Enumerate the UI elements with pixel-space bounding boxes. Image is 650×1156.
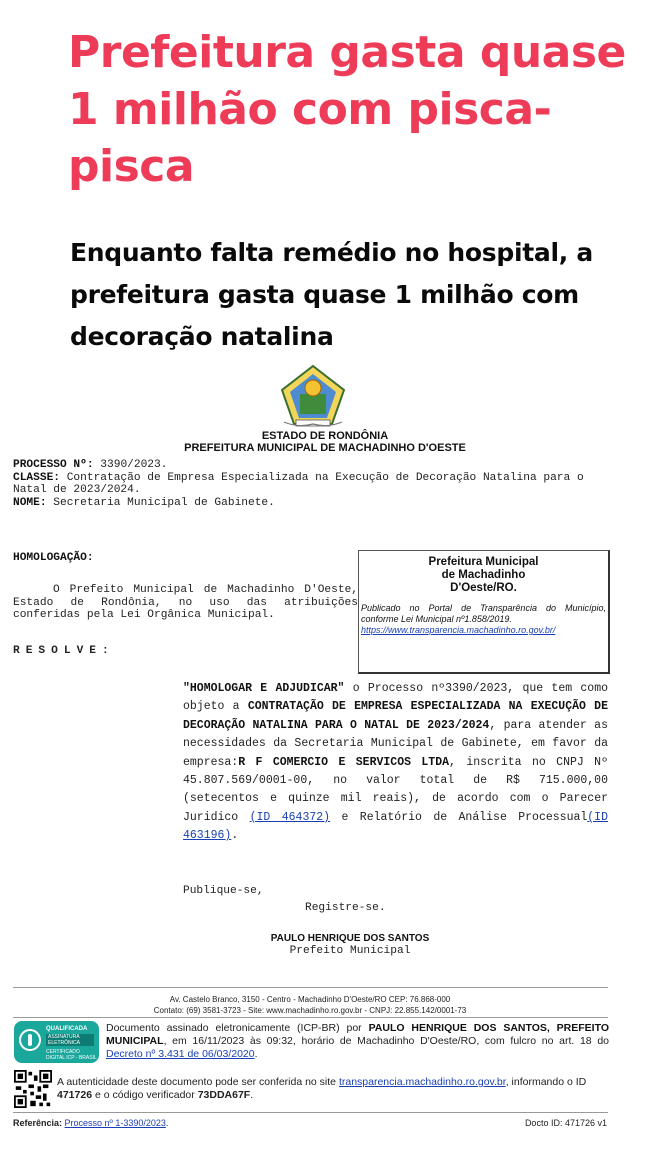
signature-block [0, 932, 650, 958]
nome-value: Secretaria Municipal de Gabinete. [53, 496, 275, 509]
signer-name: PAULO HENRIQUE DOS SANTOS [270, 933, 430, 944]
process-meta [13, 459, 613, 509]
reference-link[interactable]: Processo nº 1-3390/2023 [64, 1118, 166, 1128]
document-id: Docto ID: 471726 v1 [524, 1118, 607, 1128]
signature-badge: QUALIFICADA ASSINATURA ELETRÔNICA CERTIFICADO DIGITAL ICP - BRASIL [14, 1021, 99, 1063]
headline-subtitle: Enquanto falta remédio no hospital, a prefeitura gasta quase 1 milhão com decoração natalina [70, 238, 593, 351]
resolution-body: "HOMOLOGAR E ADJUDICAR" o Processo nº3390/2023, que tem como objeto a CONTRATAÇÃO DE EMPRESA ESPECIALIZADA NA EXECUÇÃO DE DECORAÇÃO NATALINA PARA O NATAL DE 2023/2024, para atender as necessidades da Secretaria Municipal de Gabinete, em favor da empresa:R F COMERCIO E SERVICOS LTDA, inscrita no CNPJ Nº 45.807.569/0001-00, no valor total de R$ 715.000,00 (setecentos e quinze mil reais), de acordo com o Parecer Juridico (ID 464372) e Relatório de Análise Processual(ID 463196). [183, 682, 609, 843]
qr-code-icon [14, 1070, 52, 1108]
registre-text: Registre-se. [305, 902, 386, 914]
classe-label: CLASSE: [13, 471, 60, 484]
prefeito-paragraph: O Prefeito Municipal de Machadinho D'Oeste, Estado de Rondônia, no uso das atribuições conferidas pela Lei Orgânica Municipal. [13, 584, 359, 621]
authenticity-notice: A autenticidade deste documento pode ser conferida no site transparencia.machadinho.ro.gov.br, informando o ID 471726 e o código verificador 73DDA67F. [57, 1076, 587, 1101]
reference-line: Referência: Processo nº 1-3390/2023. [13, 1118, 169, 1128]
publique-text: Publique-se, [183, 885, 264, 897]
signature-notice: Documento assinado eletronicamente (ICP-BR) por PAULO HENRIQUE DOS SANTOS, PREFEITO MUNICIPAL, em 16/11/2023 às 09:32, horário de Machadinho D'Oeste/RO, com fulcro no art. 18 do Decreto nº 3.431 de 06/03/2020. [106, 1022, 609, 1060]
resolve-heading: RESOLVE: [13, 645, 115, 657]
footer-address: Av. Castelo Branco, 3150 - Centro - Machadinho D'Oeste/RO CEP: 76.868-000 Contato: (69) 3581-3723 - Site: www.machadinho.ro.gov.br - CNPJ: 22.855.142/0001-73 [153, 995, 467, 1015]
state-name: ESTADO DE RONDÔNIA [261, 430, 389, 442]
footer-divider [13, 987, 608, 988]
stamp-title: Prefeitura Municipal de Machadinho D'Oeste/RO. [428, 556, 539, 594]
signer-role: Prefeito Municipal [289, 945, 411, 957]
homologacao-heading: HOMOLOGAÇÃO: [13, 552, 94, 564]
relatorio-link[interactable]: (ID 463196) [183, 810, 608, 843]
headline-title: Prefeitura gasta quase 1 milhão com pisca-pisca [68, 27, 626, 192]
decreto-link[interactable]: Decreto nº 3.431 de 06/03/2020 [106, 1048, 255, 1060]
classe-value: Contratação de Empresa Especializada na Execução de Decoração Natalina para o Natal de 2023/2024. [13, 471, 584, 496]
stamp-link[interactable]: https://www.transparencia.machadinho.ro.gov.br/ [361, 625, 556, 635]
transparency-link[interactable]: transparencia.machadinho.ro.gov.br [338, 1076, 506, 1088]
document-header [0, 430, 650, 454]
key-icon [19, 1029, 41, 1051]
stamp-text: Publicado no Portal de Transparência do Município, conforme Lei Municipal nº1.858/2019. [361, 603, 606, 624]
municipal-crest-icon [278, 364, 348, 432]
processo-value: 3390/2023. [100, 459, 168, 471]
parecer-link[interactable]: (ID 464372) [249, 810, 331, 824]
footer-divider-2 [13, 1017, 608, 1018]
prefecture-name: PREFEITURA MUNICIPAL DE MACHADINHO D'OESTE [184, 442, 466, 454]
nome-label: NOME: [13, 496, 47, 509]
processo-label: PROCESSO Nº: [13, 459, 94, 471]
publication-stamp [358, 550, 610, 674]
footer-divider-3 [13, 1112, 608, 1113]
